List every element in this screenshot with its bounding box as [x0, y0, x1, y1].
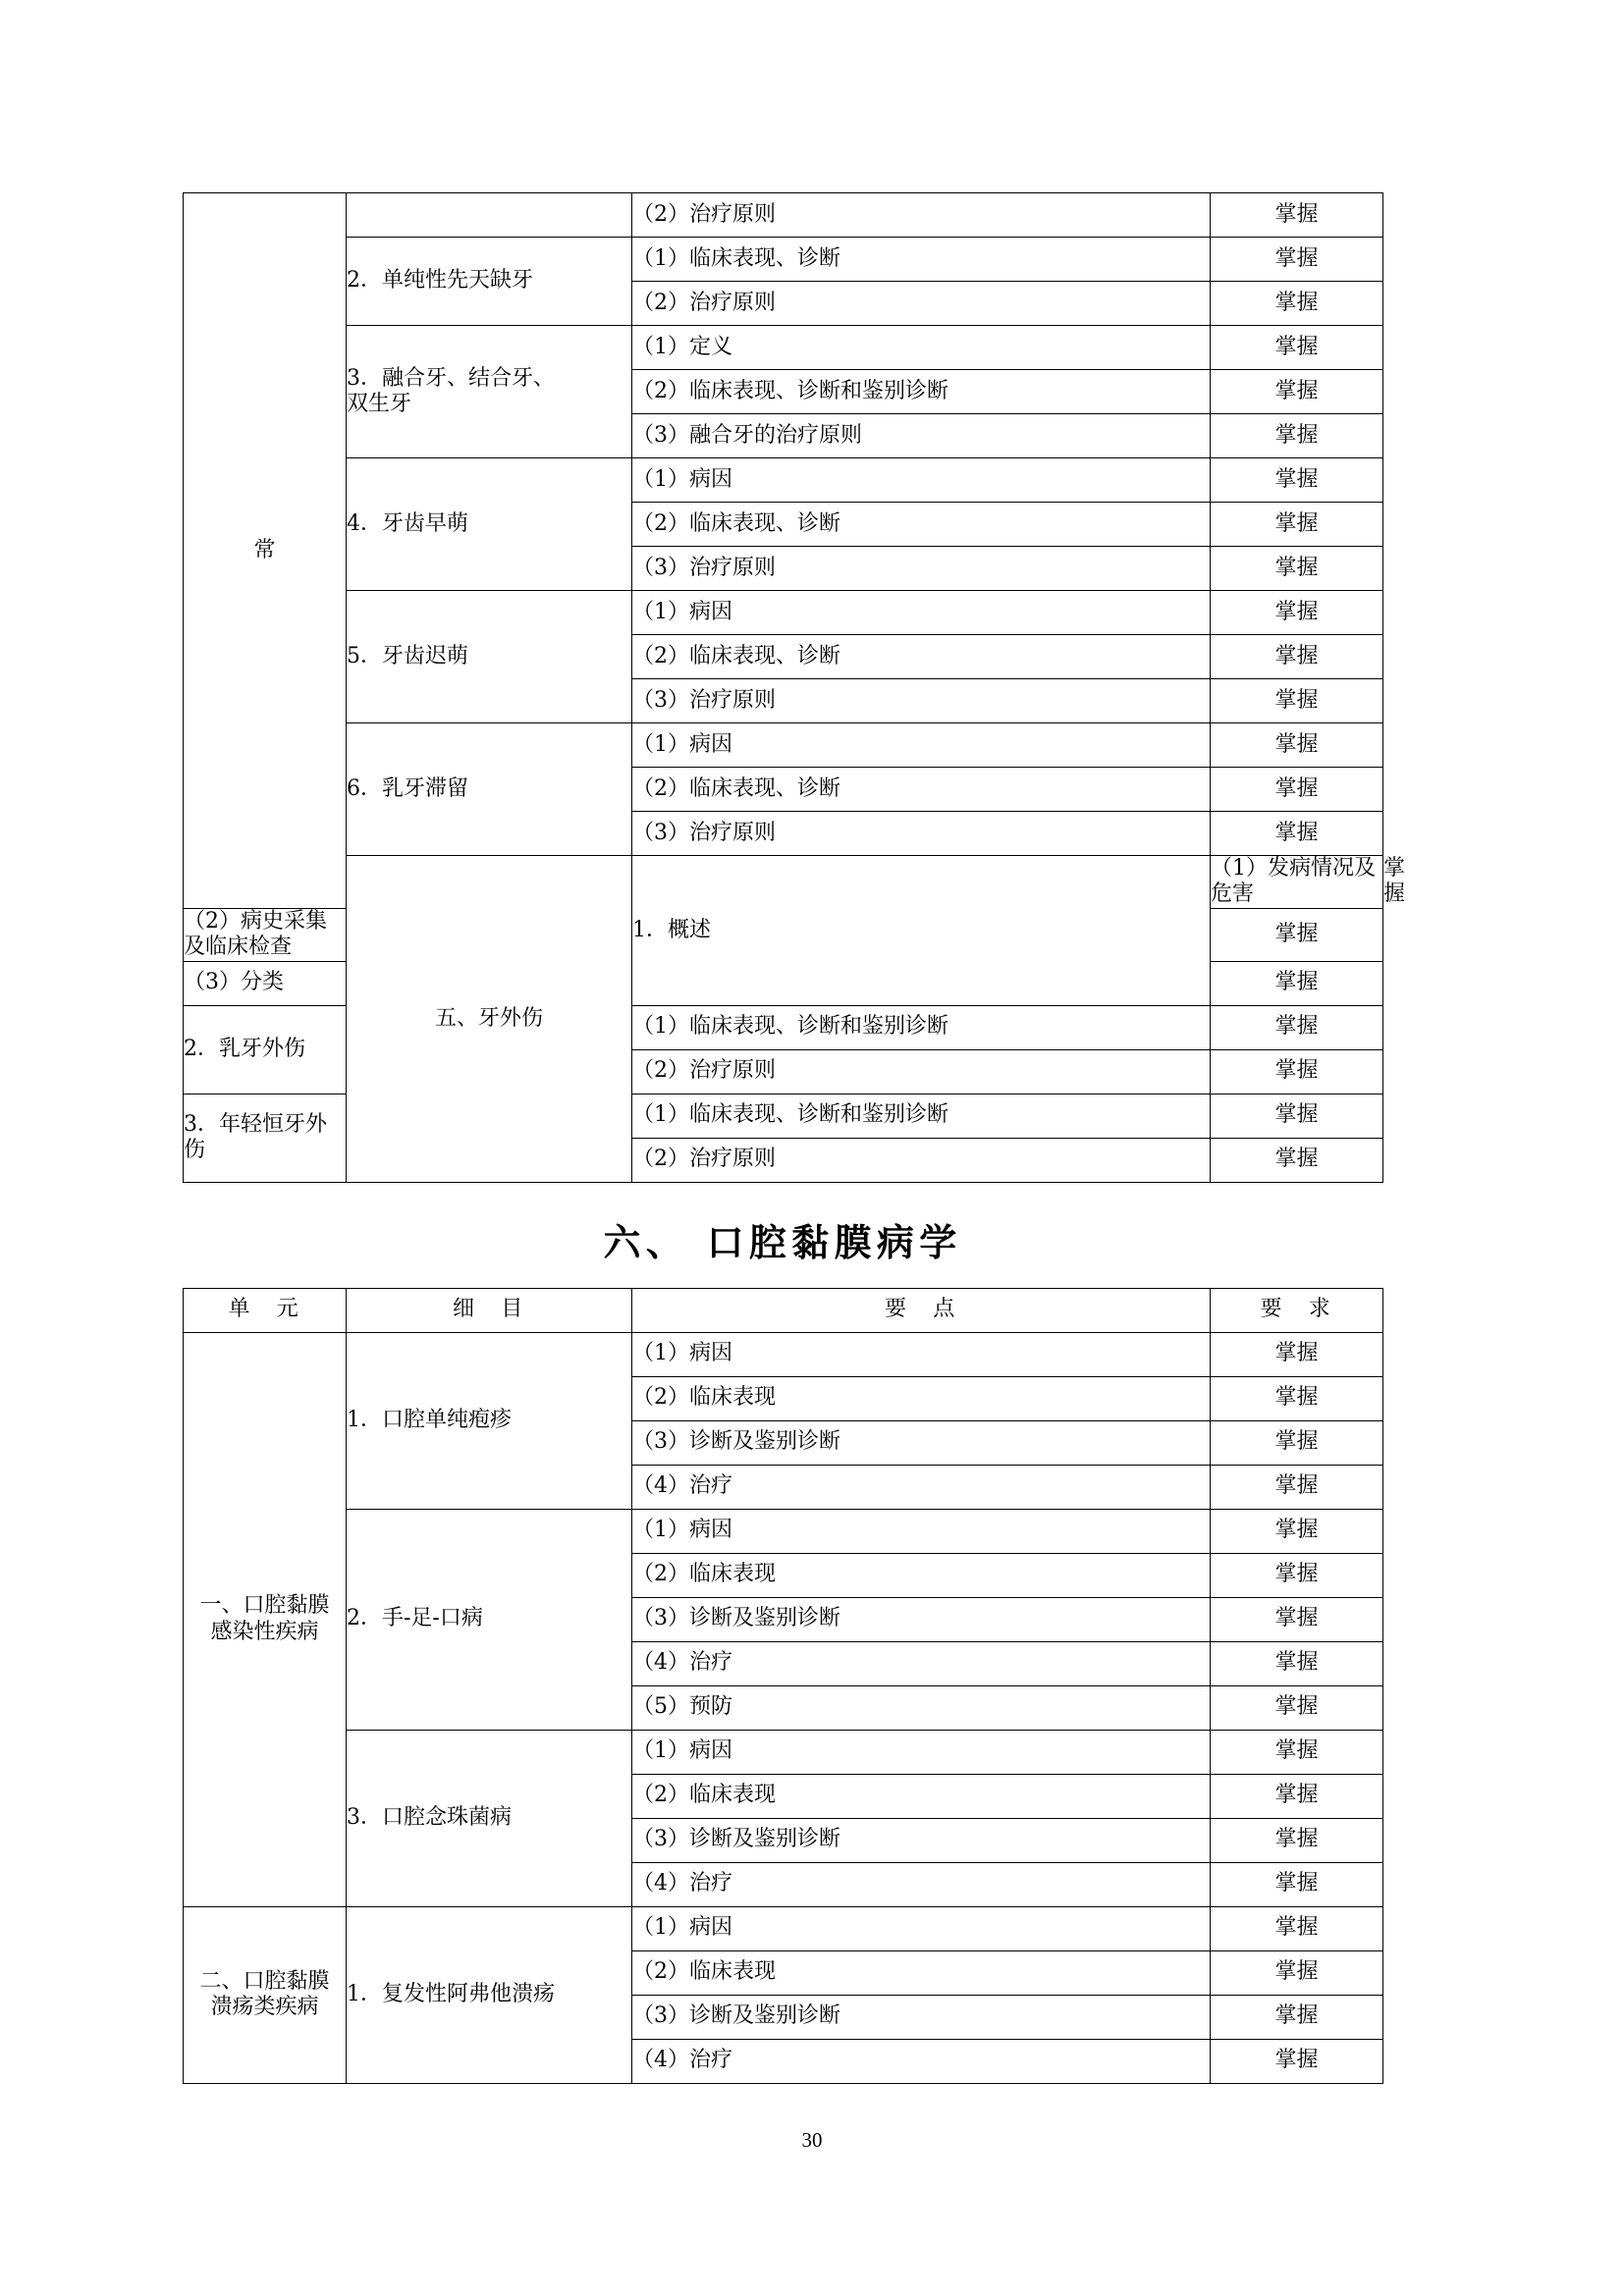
- detail-cell: 2．单纯性先天缺牙: [347, 238, 632, 326]
- table-row: [184, 1730, 1383, 1774]
- point-cell: （1）定义: [632, 326, 1211, 370]
- requirement-cell: 掌握: [1211, 370, 1383, 414]
- point-cell: （3）治疗原则: [632, 679, 1211, 723]
- requirement-cell: 掌握: [1211, 812, 1383, 856]
- requirement-cell: 掌握: [1211, 1641, 1383, 1685]
- requirement-cell: 掌握: [1211, 458, 1383, 503]
- point-cell: （1）临床表现、诊断: [632, 238, 1211, 282]
- syllabus-table-bottom: [183, 1288, 1383, 2084]
- requirement-cell: 掌握: [1211, 1420, 1383, 1465]
- detail-cell: 2．乳牙外伤: [184, 1005, 347, 1094]
- point-cell: （4）治疗: [632, 1465, 1211, 1509]
- requirement-cell: 掌握: [1211, 1862, 1383, 1906]
- requirement-cell: 掌握: [1211, 414, 1383, 458]
- point-cell: （1）病因: [632, 591, 1211, 635]
- requirement-cell: 掌握: [1211, 768, 1383, 812]
- header-point: 要 点: [632, 1288, 1211, 1332]
- detail-cell: 1．复发性阿弗他溃疡: [347, 1906, 632, 2083]
- detail-cell: 4．牙齿早萌: [347, 458, 632, 591]
- requirement-cell: 掌握: [1211, 1376, 1383, 1420]
- requirement-cell: 掌握: [1211, 547, 1383, 591]
- header-unit: 单 元: [184, 1288, 347, 1332]
- detail-cell: 1．口腔单纯疱疹: [347, 1332, 632, 1509]
- point-cell: （1）病因: [632, 1906, 1211, 1950]
- point-cell: （2）临床表现: [632, 1950, 1211, 1995]
- point-cell: （5）预防: [632, 1685, 1211, 1730]
- point-cell: （2）治疗原则: [632, 1138, 1211, 1182]
- point-cell: （3）诊断及鉴别诊断: [632, 1995, 1211, 2039]
- header-detail: 细 目: [347, 1288, 632, 1332]
- point-cell: （1）临床表现、诊断和鉴别诊断: [632, 1094, 1211, 1138]
- table-row: [184, 326, 1383, 370]
- point-cell: （3）诊断及鉴别诊断: [632, 1818, 1211, 1862]
- requirement-cell: 掌握: [1211, 1818, 1383, 1862]
- point-cell: （1）病因: [632, 458, 1211, 503]
- point-cell: （1）病因: [632, 1730, 1211, 1774]
- point-cell: （3）治疗原则: [632, 812, 1211, 856]
- table-row: [184, 238, 1383, 282]
- requirement-cell: 掌握: [1211, 635, 1383, 679]
- detail-cell: 3．融合牙、结合牙、 双生牙: [347, 326, 632, 458]
- requirement-cell: 掌握: [1211, 1906, 1383, 1950]
- table-row: [184, 458, 1383, 503]
- requirement-cell: 掌握: [1211, 1995, 1383, 2039]
- point-cell: （3）诊断及鉴别诊断: [632, 1597, 1211, 1641]
- point-cell: （2）临床表现: [632, 1774, 1211, 1818]
- detail-cell: 5．牙齿迟萌: [347, 591, 632, 723]
- requirement-cell: 掌握: [1211, 679, 1383, 723]
- point-cell: （2）临床表现、诊断: [632, 635, 1211, 679]
- requirement-cell: 掌握: [1211, 238, 1383, 282]
- table-row: [184, 1332, 1383, 1376]
- point-cell: （1）临床表现、诊断和鉴别诊断: [632, 1005, 1211, 1049]
- table-row: [184, 591, 1383, 635]
- content-area: [183, 192, 1406, 2084]
- requirement-cell: 掌握: [1211, 1553, 1383, 1597]
- requirement-cell: 掌握: [1211, 1730, 1383, 1774]
- requirement-cell: 掌握: [1211, 1950, 1383, 1995]
- requirement-cell: 掌握: [1211, 1774, 1383, 1818]
- point-cell: （4）治疗: [632, 1641, 1211, 1685]
- point-cell: （1）病因: [632, 1332, 1211, 1376]
- table-row: [184, 723, 1383, 768]
- point-cell: （2）临床表现、诊断: [632, 768, 1211, 812]
- point-cell: （2）临床表现、诊断: [632, 503, 1211, 547]
- requirement-cell: 掌握: [1211, 591, 1383, 635]
- unit-cell: 二、口腔黏膜 溃疡类疾病: [184, 1906, 347, 2083]
- detail-cell: 3．口腔念珠菌病: [347, 1730, 632, 1906]
- requirement-cell: 掌握: [1211, 1597, 1383, 1641]
- point-cell: （3）分类: [184, 961, 347, 1005]
- requirement-cell: 掌握: [1211, 282, 1383, 326]
- detail-cell: [347, 193, 632, 238]
- requirement-cell: 掌握: [1211, 1138, 1383, 1182]
- point-cell: （3）治疗原则: [632, 547, 1211, 591]
- page-number: 30: [801, 2128, 823, 2152]
- point-cell: （2）临床表现: [632, 1553, 1211, 1597]
- point-cell: （3）诊断及鉴别诊断: [632, 1420, 1211, 1465]
- point-cell: （2）治疗原则: [632, 1049, 1211, 1094]
- point-cell: （1）病因: [632, 723, 1211, 768]
- point-cell: （4）治疗: [632, 2039, 1211, 2083]
- point-cell: （1）病因: [632, 1509, 1211, 1553]
- unit-cell: 五、牙外伤: [347, 856, 632, 1183]
- point-cell: （4）治疗: [632, 1862, 1211, 1906]
- table-header-row: [184, 1288, 1383, 1332]
- requirement-cell: 掌握: [1211, 908, 1383, 961]
- section-title: 六、 口腔黏膜病学: [603, 1219, 962, 1264]
- point-cell: （2）临床表现: [632, 1376, 1211, 1420]
- requirement-cell: 掌握: [1211, 1509, 1383, 1553]
- requirement-cell: 掌握: [1211, 961, 1383, 1005]
- table-row: [184, 1906, 1383, 1950]
- detail-cell: 1．概述: [632, 856, 1211, 1006]
- table-row: [184, 1509, 1383, 1553]
- syllabus-table-top: [183, 192, 1406, 1183]
- requirement-cell: 掌握: [1211, 1005, 1383, 1049]
- point-cell: （1）发病情况及危害: [1211, 856, 1383, 909]
- unit-cell: 常: [184, 193, 347, 909]
- point-cell: （2）治疗原则: [632, 282, 1211, 326]
- requirement-cell: 掌握: [1211, 2039, 1383, 2083]
- point-cell: （2）治疗原则: [632, 193, 1211, 238]
- detail-cell: 2．手-足-口病: [347, 1509, 632, 1730]
- header-req: 要 求: [1211, 1288, 1383, 1332]
- detail-cell: 6．乳牙滞留: [347, 723, 632, 856]
- requirement-cell: 掌握: [1211, 193, 1383, 238]
- requirement-cell: 掌握: [1211, 1685, 1383, 1730]
- table-row: [184, 193, 1383, 238]
- point-cell: （2）临床表现、诊断和鉴别诊断: [632, 370, 1211, 414]
- requirement-cell: 掌握: [1211, 723, 1383, 768]
- point-cell: （3）融合牙的治疗原则: [632, 414, 1211, 458]
- table-row: 五、牙外伤 1．概述 （1）发病情况及危害 掌握: [184, 856, 1383, 909]
- requirement-cell: 掌握: [1211, 1465, 1383, 1509]
- requirement-cell: 掌握: [1211, 326, 1383, 370]
- unit-cell: 一、口腔黏膜 感染性疾病: [184, 1332, 347, 1906]
- requirement-cell: 掌握: [1211, 1332, 1383, 1376]
- requirement-cell: 掌握: [1211, 1049, 1383, 1094]
- detail-cell: 3．年轻恒牙外伤: [184, 1094, 347, 1182]
- point-cell: （2）病史采集及临床检查: [184, 908, 347, 961]
- requirement-cell: 掌握: [1211, 503, 1383, 547]
- requirement-cell: 掌握: [1211, 1094, 1383, 1138]
